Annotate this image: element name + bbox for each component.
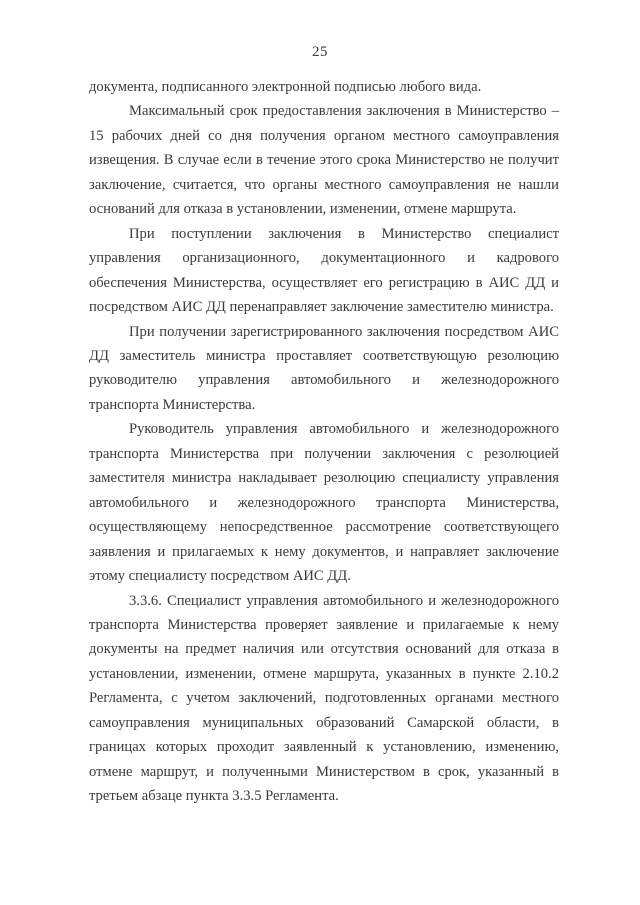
page-number: 25 [312,44,328,60]
paragraph-3-3-6: 3.3.6. Специалист управления автомобильного и железнодорожного транспорта Министерства проверяет заявление и прилагаемые к нему документы на предмет наличия или отсутствия оснований для отказа в установлении, изменении, отмене маршрута, указанных в пункте 2.10.2 Регламента, с учетом заключений, подготовленных органами местного самоуправления муниципальных образований Самарской области, в границах которых проходит заявленный к установлению, изменению, отмене маршрут, и полученными Министерством в срок, указанный в третьем абзаце пункта 3.3.5 Регламента. [89,592,559,805]
paragraph-deputy-resolution: При получении зарегистрированного заключения посредством АИС ДД заместитель министра проставляет соответствующую резолюцию руководителю управления автомобильного и железнодорожного транспорта Министерства. [89,323,559,413]
document-body [89,75,559,809]
paragraph-max-term: Максимальный срок предоставления заключения в Министерство – 15 рабочих дней со дня получения органом местного самоуправления извещения. В случае если в течение этого срока Министерство не получит заключение, считается, что органы местного самоуправления не нашли оснований для отказа в установлении, изменении, отмене маршрута. [89,103,559,218]
paragraph-head-resolution: Руководитель управления автомобильного и железнодорожного транспорта Министерства при получении заключения с резолюцией заместителя министра накладывает резолюцию специалисту управления автомобильного и железнодорожного транспорта Министерства, осуществляющему непосредственное рассмотрение соответствующего заявления и прилагаемых к нему документов, и направляет заключение этому специалисту посредством АИС ДД. [89,421,559,585]
paragraph-continuation: документа, подписанного электронной подписью любого вида. [89,79,482,95]
paragraph-registration: При поступлении заключения в Министерство специалист управления организационного, документационного и кадрового обеспечения Министерства, осуществляет его регистрацию в АИС ДД и посредством АИС ДД перенаправляет заключение заместителю министра. [89,225,559,316]
